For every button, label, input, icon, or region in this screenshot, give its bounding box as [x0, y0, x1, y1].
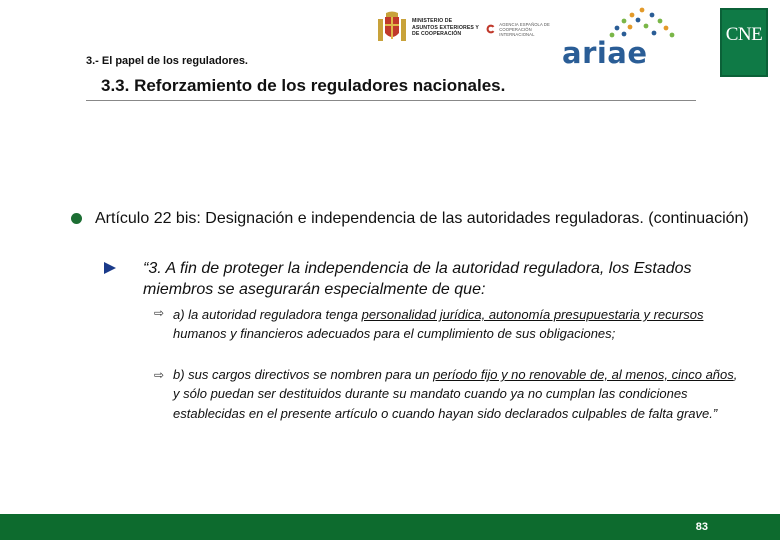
coat-of-arms-icon [377, 11, 407, 45]
outline-arrow-icon: ⇨ [154, 306, 165, 320]
ministerio-logo [377, 10, 479, 46]
item-b-underlined: período fijo y no renovable de, al menos, cinco años [433, 367, 734, 382]
item-a-underlined: personalidad jurídica, autonomía presupuestaria y recursos [361, 307, 704, 322]
quote-intro: “3. A fin de proteger la independencia de la autoridad reguladora, los Estados miembros se asegurarán especialmente de que: [143, 260, 692, 298]
article-heading: Artículo 22 bis: Designación e independencia de las autoridades reguladoras. (continuación) [95, 210, 749, 227]
section-label: 3.- El papel de los reguladores. [86, 55, 248, 67]
title-divider [86, 100, 696, 101]
aecid-logo [486, 12, 550, 46]
triangle-bullet-icon [104, 262, 116, 274]
item-a-post: humanos y financieros adecuados para el cumplimiento de sus obligaciones; [173, 326, 616, 342]
item-b-pre: b) sus cargos directivos se nombren para un [173, 367, 434, 382]
bullet-dot-icon [71, 213, 82, 224]
page-number: 83 [695, 521, 708, 533]
ariae-wordmark: ariae [562, 36, 648, 70]
ministerio-text: MINISTERIO DE ASUNTOS EXTERIORES Y DE COOPERACIÓN [412, 18, 479, 38]
list-item-b [173, 365, 743, 423]
list-item-a [173, 305, 743, 344]
aecid-c-icon [486, 18, 495, 40]
item-a-pre: a) la autoridad reguladora tenga [173, 307, 362, 322]
outline-arrow-icon: ⇨ [154, 368, 165, 382]
aecid-text: AGENCIA ESPAÑOLA DE COOPERACIÓN INTERNACIONAL [499, 21, 550, 37]
ariae-logo [562, 6, 692, 70]
cne-wordmark: CNE [725, 24, 763, 45]
cne-logo [720, 8, 768, 77]
page-title: 3.3. Reforzamiento de los reguladores nacionales. [101, 76, 506, 95]
footer-bar [0, 514, 780, 540]
item-b-post: , y sólo puedan ser destituidos durante su mandato cuando ya no cumplan las condiciones establecidas en el presente artículo o cuando hayan sido declarados culpables de falta grave.” [173, 367, 738, 421]
